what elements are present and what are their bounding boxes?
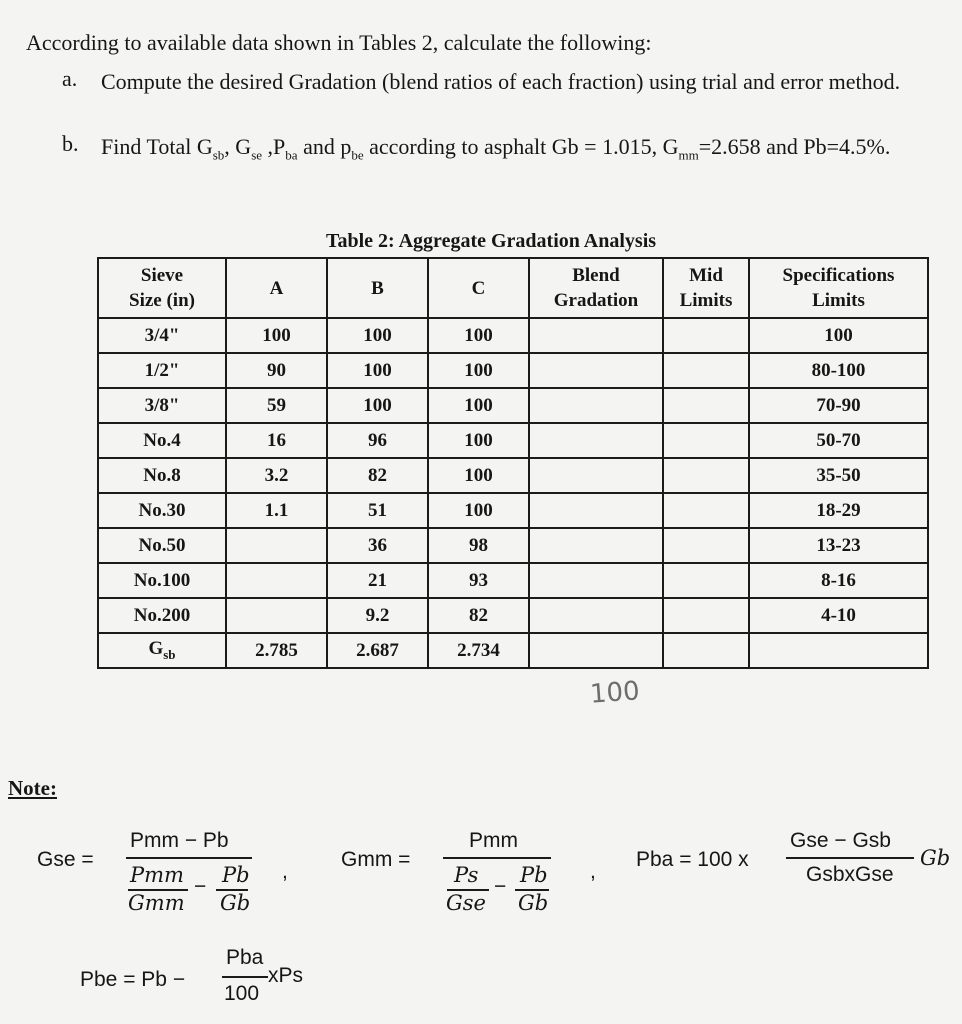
gmm-den1-top: Ps (454, 863, 479, 887)
sieve-cell: 3/8" (98, 388, 226, 423)
sieve-cell: No.200 (98, 598, 226, 633)
pbe-fraction-bar (222, 976, 268, 978)
blend-cell (529, 493, 663, 528)
a-cell (226, 528, 327, 563)
blend-cell (529, 423, 663, 458)
table-row (98, 318, 928, 353)
gse-den2-top: Pb (222, 863, 250, 887)
sieve-cell: No.4 (98, 423, 226, 458)
sieve-cell: No.100 (98, 563, 226, 598)
spec-cell: 18-29 (749, 493, 928, 528)
gse-den1-top: Pmm (130, 863, 184, 887)
gse-den2-bot: Gb (220, 891, 251, 915)
blend-cell (529, 388, 663, 423)
c-cell: 98 (428, 528, 529, 563)
table-row (98, 598, 928, 633)
spec-cell: 8-16 (749, 563, 928, 598)
a-cell: 3.2 (226, 458, 327, 493)
gmm-minus: − (494, 875, 507, 898)
c-cell: 100 (428, 423, 529, 458)
spec-cell: 100 (749, 318, 928, 353)
sieve-cell: 1/2" (98, 353, 226, 388)
table-row (98, 563, 928, 598)
header-mid: Mid Limits (663, 258, 749, 318)
a-cell: 59 (226, 388, 327, 423)
gsb-b: 2.687 (327, 633, 428, 668)
item-a-marker: a. (62, 66, 78, 91)
gradation-table (97, 257, 929, 669)
pbe-tail: xPs (268, 964, 304, 987)
header-sieve: Sieve Size (in) (98, 258, 226, 318)
gse-lhs: Gse = (37, 848, 94, 871)
gmm-den1-bot: Gse (446, 891, 486, 915)
sieve-cell: No.50 (98, 528, 226, 563)
gsb-a: 2.785 (226, 633, 327, 668)
a-cell: 16 (226, 423, 327, 458)
spec-cell: 35-50 (749, 458, 928, 493)
sieve-cell: No.30 (98, 493, 226, 528)
gsb-spec (749, 633, 928, 668)
header-spec: Specifications Limits (749, 258, 928, 318)
c-cell: 100 (428, 318, 529, 353)
gmm-numerator: Pmm (469, 829, 518, 852)
table-row (98, 458, 928, 493)
table-caption: Table 2: Aggregate Gradation Analysis (326, 230, 657, 252)
a-cell: 1.1 (226, 493, 327, 528)
a-cell (226, 563, 327, 598)
pba-denominator: GsbxGse (806, 863, 894, 886)
table-header-row (98, 258, 928, 318)
question-intro: According to available data shown in Tables 2, calculate the following: (26, 30, 652, 55)
sieve-cell: 3/4" (98, 318, 226, 353)
header-a: A (226, 258, 327, 318)
b-cell: 51 (327, 493, 428, 528)
c-cell: 100 (428, 388, 529, 423)
gmm-den2-top: Pb (520, 863, 548, 887)
pbe-numerator: Pba (226, 946, 264, 969)
pba-numerator: Gse − Gsb (790, 829, 891, 852)
gse-den1-bot: Gmm (128, 891, 185, 915)
blend-cell (529, 598, 663, 633)
handwritten-scribble: 100 (589, 676, 641, 710)
blend-cell (529, 353, 663, 388)
mid-cell (663, 318, 749, 353)
mid-cell (663, 353, 749, 388)
comma-2: , (590, 860, 596, 883)
gse-numerator: Pmm − Pb (130, 829, 229, 852)
spec-cell: 4-10 (749, 598, 928, 633)
b-cell: 21 (327, 563, 428, 598)
spec-cell: 13-23 (749, 528, 928, 563)
b-cell: 100 (327, 353, 428, 388)
table-row (98, 388, 928, 423)
table-row (98, 493, 928, 528)
gmm-lhs: Gmm = (341, 848, 411, 871)
header-b: B (327, 258, 428, 318)
table-row (98, 353, 928, 388)
pba-lhs: Pba = 100 x (636, 848, 749, 871)
b-cell: 100 (327, 318, 428, 353)
mid-cell (663, 598, 749, 633)
comma-1: , (282, 860, 288, 883)
c-cell: 100 (428, 458, 529, 493)
mid-cell (663, 528, 749, 563)
blend-cell (529, 563, 663, 598)
note-label: Note: (8, 776, 57, 800)
c-cell: 100 (428, 353, 529, 388)
mid-cell (663, 493, 749, 528)
spec-cell: 70-90 (749, 388, 928, 423)
c-cell: 93 (428, 563, 529, 598)
b-cell: 100 (327, 388, 428, 423)
mid-cell (663, 458, 749, 493)
gmm-den2-bot: Gb (518, 891, 549, 915)
pbe-lhs: Pbe = Pb − (80, 968, 186, 991)
table-row (98, 528, 928, 563)
table-row (98, 423, 928, 458)
pba-fraction-bar (786, 857, 914, 859)
item-a-text: Compute the desired Gradation (blend ratios of each fraction) using trial and error method. (101, 69, 901, 94)
pbe-denominator: 100 (224, 982, 260, 1005)
gsb-row (98, 633, 928, 668)
blend-cell (529, 458, 663, 493)
sieve-cell: No.8 (98, 458, 226, 493)
header-blend: Blend Gradation (529, 258, 663, 318)
b-cell: 96 (327, 423, 428, 458)
pba-tail: Gb (920, 846, 951, 870)
gsb-mid (663, 633, 749, 668)
mid-cell (663, 563, 749, 598)
c-cell: 82 (428, 598, 529, 633)
gmm-fraction-bar (443, 857, 551, 859)
b-cell: 36 (327, 528, 428, 563)
blend-cell (529, 528, 663, 563)
spec-cell: 50-70 (749, 423, 928, 458)
blend-cell (529, 318, 663, 353)
item-b-marker: b. (62, 131, 79, 156)
gsb-c: 2.734 (428, 633, 529, 668)
b-cell: 82 (327, 458, 428, 493)
c-cell: 100 (428, 493, 529, 528)
header-c: C (428, 258, 529, 318)
mid-cell (663, 388, 749, 423)
b-cell: 9.2 (327, 598, 428, 633)
gsb-label: $G_{sb}$ (98, 633, 226, 668)
gse-fraction-bar (126, 857, 252, 859)
spec-cell: 80-100 (749, 353, 928, 388)
mid-cell (663, 423, 749, 458)
item-b-text: Find Total $G_{sb}$, $G_{se}$ $,P_{ba}$ and $p_{be}$ according to asphalt Gb = 1.015, $G_{mm}=2.658$ and Pb=4.5%. (101, 134, 891, 163)
gse-minus: − (194, 875, 207, 898)
gsb-blend (529, 633, 663, 668)
a-cell: 100 (226, 318, 327, 353)
a-cell (226, 598, 327, 633)
a-cell: 90 (226, 353, 327, 388)
